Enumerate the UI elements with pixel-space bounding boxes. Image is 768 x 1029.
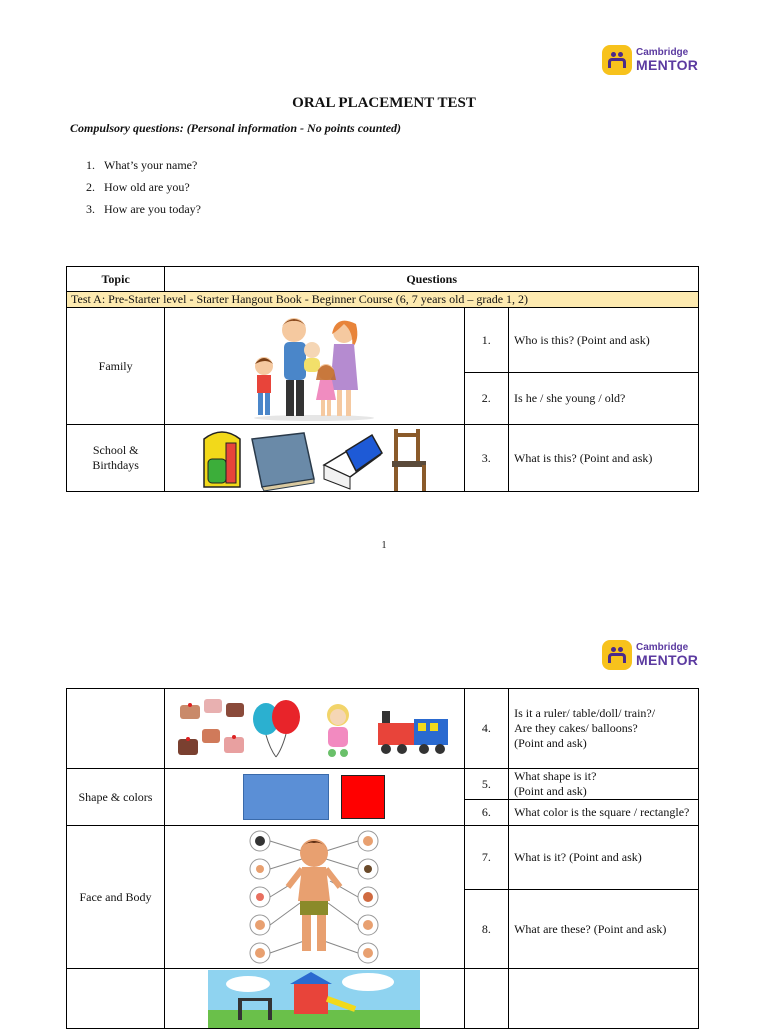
balloons-icon [253,700,300,757]
q4-line2: Are they cakes/ balloons? [514,721,638,735]
topic-family: Family [67,308,165,425]
q5-line1: What shape is it? [514,769,597,783]
q1-text: Who is this? (Point and ask) [509,308,699,373]
party-objects-image [164,689,464,769]
shapes-image [164,769,464,826]
eraser-icon [324,435,382,489]
empty-question-cell [509,969,699,1029]
topic-school-line1: School & [92,443,139,457]
topic-shape-colors: Shape & colors [67,769,165,826]
header-topic: Topic [67,267,165,292]
q4-line1: Is it a ruler/ table/doll/ train?/ [514,706,656,720]
train-icon [378,711,448,754]
school-objects-illustration [194,425,434,491]
logo-line2: MENTOR [636,57,699,73]
list-item: 1. What’s your name? [86,158,198,172]
cakes-icon [178,699,244,755]
q2-text: Is he / she young / old? [509,373,699,425]
topic-empty [67,689,165,769]
topic-school-birthdays [67,425,165,492]
page-number: 1 [381,540,387,551]
list-item: 2. How old are you? [86,180,190,194]
q8-number: 8. [464,890,508,969]
school-objects-image [165,425,464,492]
q6-number: 6. [464,800,508,826]
party-objects-illustration [172,693,456,765]
q5-number: 5. [464,769,508,800]
red-square [341,775,385,819]
doll-icon [327,704,349,757]
chair-icon [392,429,426,491]
cambridge-mentor-logo [602,45,698,75]
q6-text: What color is the square / rectangle? [509,800,699,826]
cambridge-mentor-logo-page2 [602,640,698,670]
page-subtitle: Compulsory questions: (Personal information - No points counted) [70,121,402,135]
placement-table-page1 [66,266,699,492]
list-item: 3. How are you today? [86,202,201,216]
playground-image [164,969,464,1029]
q3-text: What is this? (Point and ask) [509,425,699,492]
topic-empty-bottom [67,969,165,1029]
logo-line1: Cambridge [636,642,689,653]
q5-line2: (Point and ask) [514,784,587,798]
q5-text [509,769,699,800]
book-icon [252,433,314,491]
q2-number: 2. [464,373,509,425]
q4-text [509,689,699,769]
mentor-logo-icon [602,640,632,670]
blue-rectangle [243,774,329,820]
q7-text: What is it? (Point and ask) [509,826,699,890]
q1-number: 1. [464,308,509,373]
placement-table-page2 [66,688,699,1029]
backpack-icon [204,432,240,487]
q4-line3: (Point and ask) [514,736,587,750]
level-band: Test A: Pre-Starter level - Starter Hangout Book - Beginner Course (6, 7 years old – grade 1, 2) [67,292,699,308]
topic-face-body: Face and Body [67,826,165,969]
topic-school-line2: Birthdays [92,458,139,472]
mentor-logo-icon [602,45,632,75]
body-parts-illustration [244,829,384,965]
q7-number: 7. [464,826,508,890]
logo-line1: Cambridge [636,47,689,58]
compulsory-questions-list [86,158,201,224]
page-title: ORAL PLACEMENT TEST [292,95,476,111]
q3-number: 3. [464,425,509,492]
body-parts-image [164,826,464,969]
q4-number: 4. [464,689,508,769]
family-illustration [244,310,384,422]
playground-illustration [208,970,420,1028]
q8-text: What are these? (Point and ask) [509,890,699,969]
family-image [165,308,464,425]
empty-number-cell [464,969,508,1029]
logo-line2: MENTOR [636,652,699,668]
header-questions: Questions [165,267,699,292]
